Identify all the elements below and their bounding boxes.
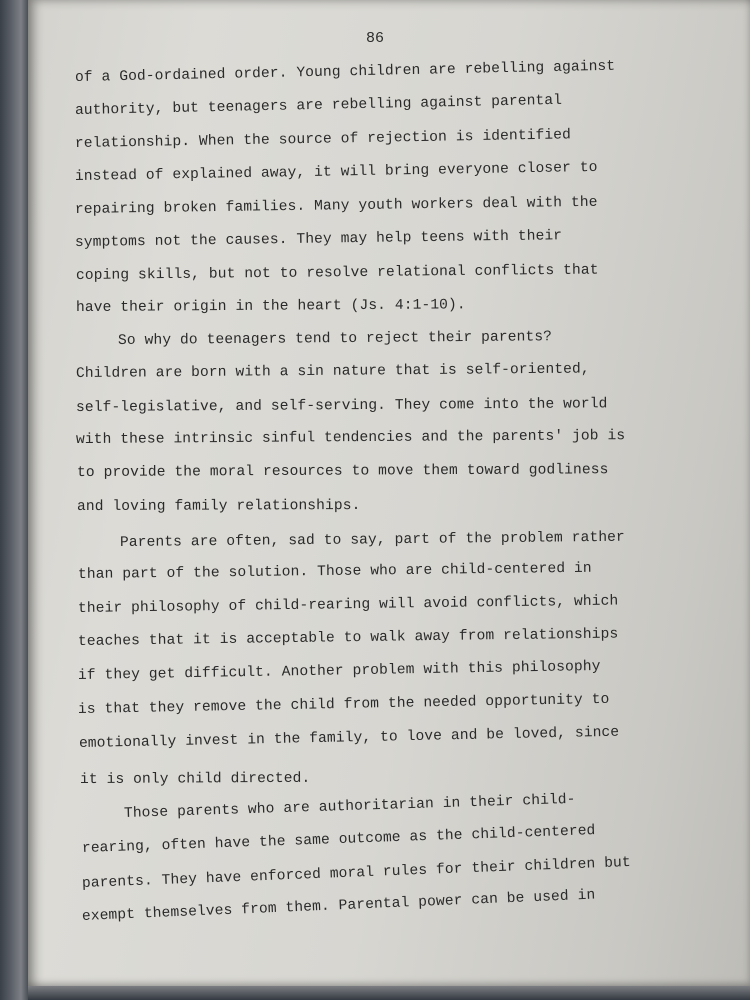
text-line: emotionally invest in the family, to love and be loved, since — [78, 724, 620, 752]
text-line: parents. They have enforced moral rules for their children but — [81, 854, 632, 892]
text-line: coping skills, but not to resolve relational conflicts that — [75, 262, 599, 284]
text-line: to provide the moral resources to move them toward godliness — [76, 462, 609, 481]
text-line: self-legislative, and self-serving. They come into the world — [75, 396, 608, 416]
text-line: Children are born with a sin nature that is self-oriented, — [75, 361, 590, 382]
text-line: teaches that it is acceptable to walk away from relationships — [77, 626, 619, 650]
page-bottom-shadow — [26, 986, 750, 1000]
text-line: Parents are often, sad to say, part of the problem rather — [119, 529, 625, 551]
book-cover-edge — [0, 0, 28, 1000]
text-line: than part of the solution. Those who are child-centered in — [77, 560, 592, 583]
text-line: exempt themselves from them. Parental power can be used in — [81, 887, 596, 925]
text-line: rearing, often have the same outcome as the child-centered — [81, 823, 596, 857]
text-line: repairing broken families. Many youth workers deal with the — [74, 194, 598, 218]
page-number: 86 — [365, 30, 384, 47]
text-line: it is only child directed. — [79, 770, 311, 788]
text-line: if they get difficult. Another problem with this philosophy — [77, 658, 601, 684]
text-line: symptoms not the causes. They may help teens with their — [74, 228, 563, 251]
text-line: instead of explained away, it will bring everyone closer to — [74, 159, 598, 185]
text-line: their philosophy of child-rearing will avoid conflicts, which — [77, 593, 619, 617]
text-line: is that they remove the child from the needed opportunity to — [77, 691, 610, 718]
text-line: with these intrinsic sinful tendencies and the parents' job is — [75, 428, 626, 448]
text-line: of a God-ordained order. Young children are rebelling against — [74, 58, 616, 86]
text-line: So why do teenagers tend to reject their parents? — [117, 329, 553, 349]
text-line: authority, but teenagers are rebelling against parental — [74, 92, 563, 119]
text-line: have their origin in the heart (Js. 4:1-10). — [75, 297, 466, 316]
text-line: Those parents who are authoritarian in their child- — [123, 791, 576, 822]
text-line: relationship. When the source of rejection is identified — [74, 127, 572, 152]
text-line: and loving family relationships. — [76, 498, 361, 515]
